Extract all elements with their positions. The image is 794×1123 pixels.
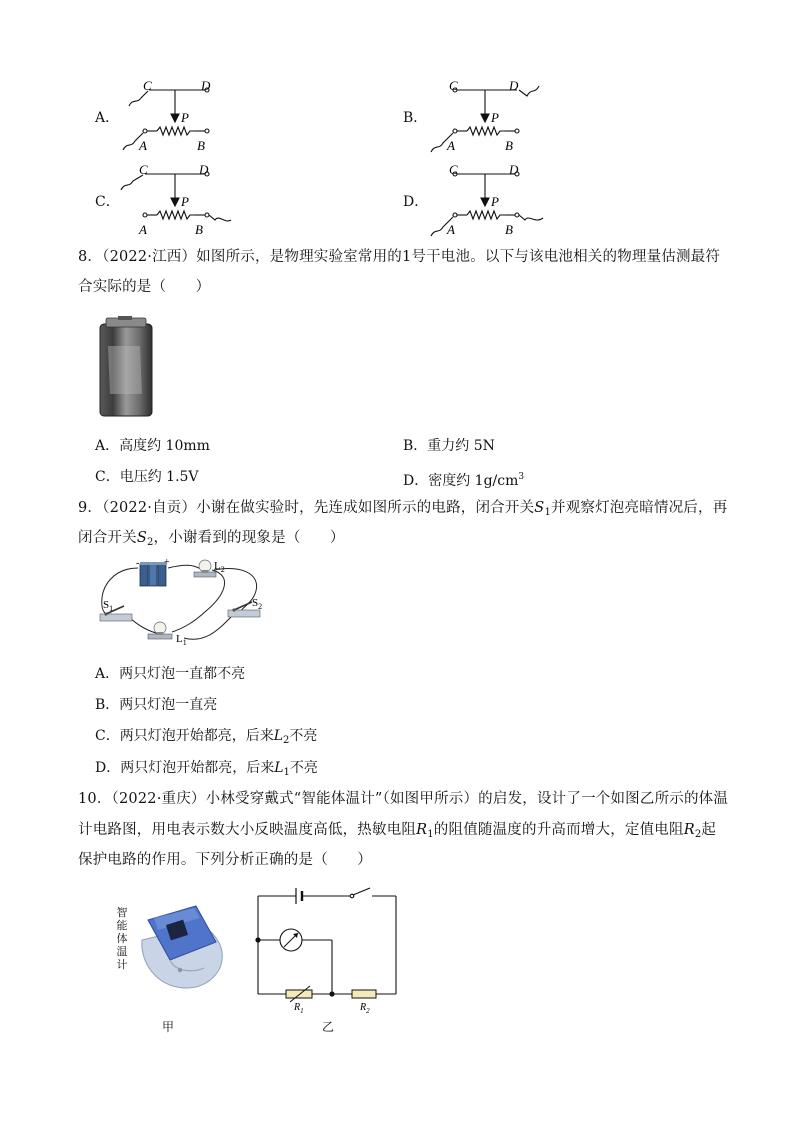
q7d-label-b: B [505,222,513,237]
q9-question-line2: 闭合开关$S_2$，小谢看到的现象是（ ） [78,530,345,548]
q7-diagram-c [115,162,235,242]
q7d-label-d: D [509,162,519,177]
battery-minus-label: - [136,558,140,569]
q7a-label-d: D [201,78,211,93]
q9-option-a: A．两只灯泡一直都不亮 [95,666,246,682]
battery-icon [140,562,166,586]
caption-jia: 甲 [162,1020,175,1034]
q7d-label-a: A [447,222,455,237]
junction-dot-bottom [329,991,334,996]
q7c-label-p: P [181,194,189,209]
q7-diagram-d [425,162,550,242]
q7c-label-b: B [195,222,203,237]
q10-circuit-diagram [252,886,402,1016]
q7b-label-b: B [505,138,513,153]
q7a-label-a: A [139,138,147,153]
q9-option-b: B．两只灯泡一直亮 [95,697,218,713]
q8-option-d: D．密度约 $1g/cm^3$ [403,472,525,489]
q8-question-line2: 合实际的是（ ） [78,279,211,295]
q7b-label-c: C [449,78,458,93]
q9-option-c: C．两只灯泡开始都亮，后来$L_2$不亮 [95,728,318,746]
smart-thermometer-photo [134,900,226,992]
battery-photo [96,316,156,418]
q7-option-d-label: D． [403,194,429,210]
label-l2: $L_2$ [214,560,225,574]
q8-option-c: C．电压约 1.5V [95,469,199,485]
q7b-label-d: D [509,78,519,93]
device-vertical-label: 智 能 体 温 计 [116,906,128,971]
q7b-label-a: A [447,138,455,153]
label-r1: $R_1$ [294,1002,304,1015]
q7b-label-p: P [491,110,499,125]
q10-question-line2: 计电路图，用电表示数大小反映温度高低，热敏电阻$R_1$的阻值随温度的升高而增大，定值电阻$R_2$起 [78,822,717,840]
q10-question-line1: 10．（2022·重庆）小林受穿戴式“智能体温计”（如图甲所示）的启发，设计了一个如图乙所示的体温 [78,791,729,807]
battery-plus-label: + [164,557,170,568]
q7d-label-p: P [491,194,499,209]
q7a-label-b: B [197,138,205,153]
q7-diagram-b [425,78,550,158]
q7a-label-p: P [181,110,189,125]
meter-icon [280,929,302,951]
q7c-label-c: C [139,162,148,177]
q9-question-line1: 9．（2022·自贡）小谢在做实验时，先连成如图所示的电路，闭合开关$S_1$并观察灯泡亮暗情况后，再 [78,500,728,518]
bulb-l2-icon [194,560,216,577]
q8-option-a: A．高度约 10mm [95,438,210,454]
q7c-label-a: A [139,222,147,237]
q7-diagram-a [115,78,225,158]
bulb-l1-icon [148,622,172,639]
q10-question-line3: 保护电路的作用。下列分析正确的是（ ） [78,852,372,868]
junction-dot-left [255,937,260,942]
caption-yi: 乙 [322,1020,335,1034]
q7-option-a-label: A． [95,110,120,126]
q9-circuit-diagram [94,556,284,650]
resistor-r2-icon [352,990,376,998]
q8-question-line1: 8．（2022·江西）如图所示，是物理实验室常用的1号干电池。以下与该电池相关的物理量估测最符 [78,249,721,265]
q7c-label-d: D [199,162,209,177]
q7-option-b-label: B． [403,110,428,126]
thermistor-r1-icon [286,986,312,1002]
q9-option-d: D．两只灯泡开始都亮，后来$L_1$不亮 [95,760,318,778]
label-l1: $L_1$ [176,633,187,647]
q7-option-c-label: C． [95,194,120,210]
label-s1: $S_1$ [103,599,114,613]
label-r2: $R_2$ [360,1002,370,1015]
q7a-label-c: C [143,78,152,93]
label-s2: $S_2$ [252,597,263,611]
q8-option-b: B．重力约 5N [403,438,495,454]
q7d-label-c: C [449,162,458,177]
